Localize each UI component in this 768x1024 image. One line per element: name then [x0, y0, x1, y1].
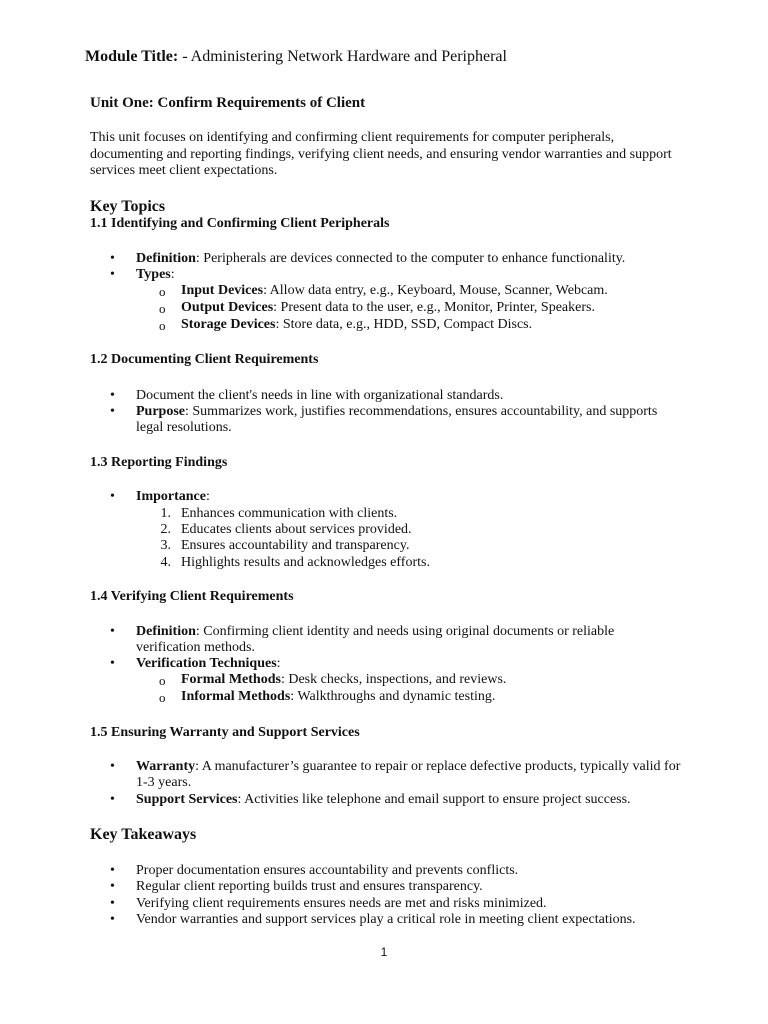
term-text: : — [276, 656, 281, 671]
list-item: Regular client reporting builds trust and ensures transparency. — [136, 879, 483, 894]
list-number: 4. — [160, 555, 171, 570]
section-1-2-title: 1.2 Documenting Client Requirements — [90, 352, 319, 367]
key-topics-heading: Key Topics — [90, 198, 166, 215]
section-1-3-title: 1.3 Reporting Findings — [90, 455, 228, 470]
sub-bullet-icon: o — [159, 318, 166, 333]
bullet-icon: • — [110, 792, 115, 807]
sub-bullet-icon: o — [159, 284, 166, 299]
list-item: Vendor warranties and support services play a critical role in meeting client expectations. — [136, 912, 636, 927]
term-text: : A manufacturer’s guarantee to repair or replace defective products, typically valid for 1-3 years. — [136, 759, 681, 790]
list-item: Educates clients about services provided. — [181, 522, 412, 537]
list-item — [136, 267, 175, 283]
key-takeaways-heading: Key Takeaways — [90, 826, 197, 843]
list-item: Ensures accountability and transparency. — [181, 538, 410, 553]
bullet-icon: • — [110, 879, 115, 894]
list-item: Highlights results and acknowledges efforts. — [181, 555, 430, 570]
section-1-5-title: 1.5 Ensuring Warranty and Support Services — [90, 725, 360, 740]
term-label: Support Services — [136, 792, 238, 807]
bullet-icon: • — [110, 759, 115, 774]
term-text: : Activities like telephone and email support to ensure project success. — [237, 792, 631, 807]
list-number: 2. — [160, 522, 171, 537]
list-item — [136, 656, 281, 672]
term-label: Purpose — [136, 404, 185, 419]
term-text: : Store data, e.g., HDD, SSD, Compact Discs. — [275, 317, 533, 332]
bullet-icon: • — [110, 863, 115, 878]
sub-bullet-icon: o — [159, 301, 166, 316]
list-item: Verifying client requirements ensures needs are met and risks minimized. — [136, 896, 547, 911]
term-label: Importance — [136, 489, 206, 504]
bullet-icon: • — [110, 404, 115, 419]
bullet-icon: • — [110, 656, 115, 671]
list-number: 3. — [160, 538, 171, 553]
module-title-label: Module Title: — [85, 48, 179, 65]
section-1-4-title: 1.4 Verifying Client Requirements — [90, 589, 294, 604]
page-number: 1 — [380, 945, 388, 959]
list-number: 1. — [160, 506, 171, 521]
section-1-1-title: 1.1 Identifying and Confirming Client Peripherals — [90, 216, 390, 231]
intro-paragraph: This unit focuses on identifying and confirming client requirements for computer peripherals, documenting and reporting findings, verifying client needs, and ensuring vendor warranties and support services meet client expectations. — [90, 130, 672, 178]
term-label: Output Devices — [181, 300, 274, 315]
term-text: : Desk checks, inspections, and reviews. — [280, 672, 507, 687]
bullet-icon: • — [110, 912, 115, 927]
term-text: : — [206, 489, 210, 504]
list-item — [136, 759, 681, 791]
list-item — [136, 404, 681, 436]
term-label: Definition — [136, 251, 196, 266]
bullet-icon: • — [110, 624, 115, 639]
term-label: Storage Devices — [181, 317, 276, 332]
bullet-icon: • — [110, 896, 115, 911]
list-item — [181, 317, 532, 333]
term-text: : Summarizes work, justifies recommendations, ensures accountability, and supports legal resolutions. — [136, 404, 658, 435]
term-label: Verification Techniques — [136, 656, 277, 671]
list-item: Document the client's needs in line with organizational standards. — [136, 388, 504, 403]
list-item — [136, 792, 631, 808]
term-label: Definition — [136, 624, 196, 639]
sub-bullet-icon: o — [159, 690, 166, 705]
term-label: Warranty — [136, 759, 196, 774]
term-text: : Present data to the user, e.g., Monitor, Printer, Speakers. — [273, 300, 595, 315]
term-text: : Confirming client identity and needs using original documents or reliable verification methods. — [136, 624, 615, 655]
term-label: Informal Methods — [181, 689, 291, 704]
bullet-icon: • — [110, 388, 115, 403]
bullet-icon: • — [110, 489, 115, 504]
list-item — [136, 251, 625, 267]
term-label: Types — [136, 267, 171, 282]
term-text: : — [170, 267, 175, 282]
unit-title: Unit One: Confirm Requirements of Client — [90, 95, 366, 111]
bullet-icon: • — [110, 267, 115, 282]
module-title-text: - Administering Network Hardware and Peripheral — [178, 48, 507, 65]
list-item — [181, 300, 595, 316]
list-item — [181, 689, 495, 705]
list-item: Enhances communication with clients. — [181, 506, 398, 521]
term-label: Formal Methods — [181, 672, 281, 687]
term-text: : Allow data entry, e.g., Keyboard, Mouse, Scanner, Webcam. — [263, 283, 608, 298]
term-text: : Walkthroughs and dynamic testing. — [290, 689, 496, 704]
list-item — [136, 489, 210, 505]
term-text: : Peripherals are devices connected to the computer to enhance functionality. — [195, 251, 626, 266]
bullet-icon: • — [110, 251, 115, 266]
sub-bullet-icon: o — [159, 673, 166, 688]
list-item — [181, 672, 506, 688]
list-item — [136, 624, 681, 656]
list-item — [181, 283, 608, 299]
module-title — [85, 47, 507, 67]
term-label: Input Devices — [181, 283, 264, 298]
list-item: Proper documentation ensures accountability and prevents conflicts. — [136, 863, 519, 878]
